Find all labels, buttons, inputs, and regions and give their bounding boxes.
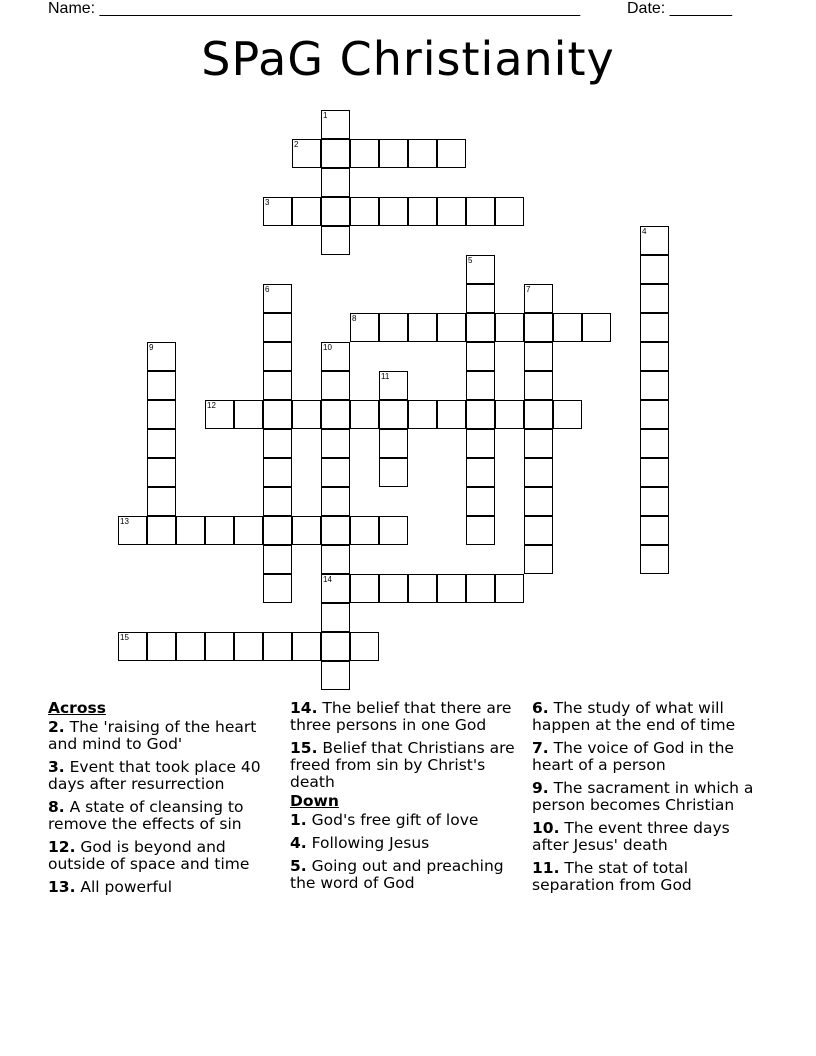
crossword-cell[interactable]: [205, 516, 234, 545]
crossword-cell[interactable]: [466, 284, 495, 313]
page-title: SPaG Christianity: [201, 32, 615, 86]
cell-number: 5: [468, 256, 473, 265]
cell-number: 8: [352, 314, 357, 323]
clue-number: 5.: [290, 857, 307, 875]
clues-column-2: [290, 700, 522, 898]
crossword-cell[interactable]: [321, 226, 350, 255]
clue-number: 1.: [290, 811, 307, 829]
clue-number: 11.: [532, 859, 560, 877]
crossword-cell[interactable]: [176, 632, 205, 661]
clue-text: A state of cleansing to remove the effects of sin: [48, 798, 244, 833]
crossword-cell[interactable]: [147, 400, 176, 429]
clue-item: [48, 879, 280, 896]
crossword-cell[interactable]: [640, 342, 669, 371]
crossword-cell[interactable]: [292, 197, 321, 226]
cell-number: 15: [120, 633, 129, 642]
crossword-cell[interactable]: [263, 429, 292, 458]
cell-number: 4: [642, 227, 647, 236]
crossword-cell[interactable]: [350, 574, 379, 603]
clue-number: 4.: [290, 834, 307, 852]
crossword-cell[interactable]: [234, 632, 263, 661]
crossword-cell[interactable]: [147, 371, 176, 400]
crossword-cell[interactable]: [234, 516, 263, 545]
crossword-cell[interactable]: [379, 313, 408, 342]
crossword-cell[interactable]: [524, 342, 553, 371]
crossword-cell[interactable]: [321, 603, 350, 632]
clue-number: 13.: [48, 878, 76, 896]
crossword-cell[interactable]: [466, 371, 495, 400]
crossword-cell[interactable]: [263, 342, 292, 371]
crossword-cell[interactable]: [495, 574, 524, 603]
crossword-cell[interactable]: [263, 284, 292, 313]
crossword-cell[interactable]: [408, 139, 437, 168]
clue-item: [532, 820, 764, 854]
clue-text: God's free gift of love: [306, 811, 479, 829]
clue-text: The event three days after Jesus' death: [532, 819, 730, 854]
crossword-cell[interactable]: [321, 429, 350, 458]
cell-number: 14: [323, 575, 332, 584]
crossword-cell[interactable]: [379, 574, 408, 603]
cell-number: 3: [265, 198, 270, 207]
crossword-cell[interactable]: [524, 545, 553, 574]
crossword-cell[interactable]: [640, 255, 669, 284]
clue-text: The stat of total separation from God: [532, 859, 692, 894]
crossword-cell[interactable]: [379, 197, 408, 226]
crossword-cell[interactable]: [495, 197, 524, 226]
crossword-cell[interactable]: [640, 487, 669, 516]
cell-number: 13: [120, 517, 129, 526]
clue-number: 2.: [48, 718, 65, 736]
clue-text: The sacrament in which a person becomes Christian: [532, 779, 754, 814]
crossword-cell[interactable]: [379, 371, 408, 400]
crossword-cell[interactable]: [263, 632, 292, 661]
clue-number: 12.: [48, 838, 76, 856]
crossword-cell[interactable]: [321, 516, 350, 545]
clue-text: Going out and preaching the word of God: [290, 857, 504, 892]
clue-item: [290, 835, 522, 852]
clue-number: 15.: [290, 739, 318, 757]
clues-column-3: [532, 700, 764, 900]
date-field[interactable]: Date: _______: [627, 0, 732, 17]
crossword-cell[interactable]: [263, 313, 292, 342]
name-field[interactable]: Name: ______________________________________________________: [48, 0, 581, 17]
crossword-cell[interactable]: [292, 139, 321, 168]
clue-item: [532, 700, 764, 734]
clue-text: God is beyond and outside of space and time: [48, 838, 250, 873]
crossword-cell[interactable]: [466, 458, 495, 487]
crossword-cell[interactable]: [437, 574, 466, 603]
crossword-cell[interactable]: [379, 400, 408, 429]
clue-number: 7.: [532, 739, 549, 757]
cell-number: 6: [265, 285, 270, 294]
crossword-cell[interactable]: [524, 458, 553, 487]
crossword-cell[interactable]: [263, 197, 292, 226]
crossword-cell[interactable]: [263, 487, 292, 516]
crossword-cell[interactable]: [524, 371, 553, 400]
crossword-cell[interactable]: [321, 632, 350, 661]
crossword-cell[interactable]: [350, 313, 379, 342]
crossword-cell[interactable]: [147, 487, 176, 516]
clue-number: 8.: [48, 798, 65, 816]
crossword-cell[interactable]: [524, 487, 553, 516]
crossword-cell[interactable]: [321, 168, 350, 197]
crossword-cell[interactable]: [640, 429, 669, 458]
crossword-cell[interactable]: [234, 400, 263, 429]
clue-number: 3.: [48, 758, 65, 776]
crossword-cell[interactable]: [147, 429, 176, 458]
crossword-cell[interactable]: [466, 574, 495, 603]
crossword-cell[interactable]: [350, 516, 379, 545]
clue-item: [290, 700, 522, 734]
crossword-cell[interactable]: [524, 429, 553, 458]
crossword-cell[interactable]: [408, 197, 437, 226]
crossword-cell[interactable]: [263, 458, 292, 487]
cell-number: 9: [149, 343, 154, 352]
crossword-cell[interactable]: [640, 458, 669, 487]
clue-text: Following Jesus: [306, 834, 430, 852]
crossword-cell[interactable]: [321, 661, 350, 690]
crossword-cell[interactable]: [524, 400, 553, 429]
clue-item: [290, 740, 522, 791]
crossword-cell[interactable]: [640, 400, 669, 429]
crossword-cell[interactable]: [466, 487, 495, 516]
crossword-cell[interactable]: [408, 574, 437, 603]
clue-text: Event that took place 40 days after resurrection: [48, 758, 261, 793]
crossword-cell[interactable]: [205, 400, 234, 429]
across-heading: Across: [48, 699, 106, 717]
clue-item: [532, 780, 764, 814]
crossword-cell[interactable]: [321, 487, 350, 516]
clue-text: The 'raising of the heart and mind to God': [48, 718, 257, 753]
crossword-cell[interactable]: [640, 516, 669, 545]
crossword-cell[interactable]: [350, 632, 379, 661]
crossword-cell[interactable]: [292, 632, 321, 661]
crossword-cell[interactable]: [640, 545, 669, 574]
clue-item: [290, 858, 522, 892]
clue-text: All powerful: [75, 878, 173, 896]
crossword-cell[interactable]: [524, 284, 553, 313]
crossword-cell[interactable]: [321, 458, 350, 487]
crossword-cell[interactable]: [466, 313, 495, 342]
crossword-cell[interactable]: [379, 458, 408, 487]
crossword-cell[interactable]: [147, 516, 176, 545]
clue-item: [532, 860, 764, 894]
cell-number: 1: [323, 111, 328, 120]
crossword-cell[interactable]: [379, 139, 408, 168]
crossword-cell[interactable]: [321, 371, 350, 400]
crossword-cell[interactable]: [321, 342, 350, 371]
crossword-cell[interactable]: [263, 400, 292, 429]
crossword-cell[interactable]: [321, 139, 350, 168]
down-heading: Down: [290, 792, 339, 810]
clue-number: 9.: [532, 779, 549, 797]
crossword-cell[interactable]: [524, 516, 553, 545]
crossword-cell[interactable]: [466, 429, 495, 458]
crossword-cell[interactable]: [321, 110, 350, 139]
crossword-cell[interactable]: [553, 313, 582, 342]
crossword-cell[interactable]: [379, 516, 408, 545]
clues-column-1: [48, 700, 280, 902]
crossword-cell[interactable]: [350, 197, 379, 226]
crossword-cell[interactable]: [147, 458, 176, 487]
crossword-cell[interactable]: [408, 400, 437, 429]
crossword-cell[interactable]: [640, 226, 669, 255]
crossword-cell[interactable]: [437, 400, 466, 429]
crossword-cell[interactable]: [292, 516, 321, 545]
crossword-cell[interactable]: [263, 545, 292, 574]
crossword-cell[interactable]: [582, 313, 611, 342]
crossword-cell[interactable]: [408, 313, 437, 342]
crossword-cell[interactable]: [640, 371, 669, 400]
cell-number: 7: [526, 285, 531, 294]
clue-item: [532, 740, 764, 774]
crossword-cell[interactable]: [437, 313, 466, 342]
crossword-cell[interactable]: [350, 139, 379, 168]
crossword-cell[interactable]: [553, 400, 582, 429]
crossword-cell[interactable]: [437, 139, 466, 168]
crossword-cell[interactable]: [321, 400, 350, 429]
crossword-cell[interactable]: [321, 574, 350, 603]
crossword-cell[interactable]: [321, 197, 350, 226]
clue-item: [48, 799, 280, 833]
crossword-cell[interactable]: [205, 632, 234, 661]
crossword-cell[interactable]: [263, 371, 292, 400]
crossword-cell[interactable]: [147, 342, 176, 371]
crossword-cell[interactable]: [263, 516, 292, 545]
crossword-cell[interactable]: [466, 197, 495, 226]
clue-item: [48, 719, 280, 753]
crossword-cell[interactable]: [466, 400, 495, 429]
clue-number: 10.: [532, 819, 560, 837]
crossword-cell[interactable]: [466, 255, 495, 284]
cell-number: 12: [207, 401, 216, 410]
crossword-cell[interactable]: [379, 429, 408, 458]
clue-item: [48, 839, 280, 873]
crossword-cell[interactable]: [437, 197, 466, 226]
crossword-cell[interactable]: [176, 516, 205, 545]
clue-text: The voice of God in the heart of a person: [532, 739, 734, 774]
crossword-cell[interactable]: [640, 313, 669, 342]
crossword-cell[interactable]: [350, 400, 379, 429]
clue-item: [290, 812, 522, 829]
cell-number: 2: [294, 140, 299, 149]
crossword-cell[interactable]: [495, 400, 524, 429]
cell-number: 11: [381, 372, 390, 381]
crossword-cell[interactable]: [118, 516, 147, 545]
crossword-cell[interactable]: [263, 574, 292, 603]
clue-text: The study of what will happen at the end of time: [532, 699, 736, 734]
clue-text: Belief that Christians are freed from sin by Christ's death: [290, 739, 515, 791]
clue-item: [48, 759, 280, 793]
crossword-cell[interactable]: [466, 342, 495, 371]
crossword-cell[interactable]: [640, 284, 669, 313]
crossword-cell[interactable]: [118, 632, 147, 661]
crossword-cell[interactable]: [292, 400, 321, 429]
crossword-cell[interactable]: [321, 545, 350, 574]
crossword-cell[interactable]: [524, 313, 553, 342]
crossword-cell[interactable]: [147, 632, 176, 661]
crossword-cell[interactable]: [466, 516, 495, 545]
crossword-cell[interactable]: [495, 313, 524, 342]
clue-number: 14.: [290, 699, 318, 717]
clue-text: The belief that there are three persons in one God: [290, 699, 512, 734]
clue-number: 6.: [532, 699, 549, 717]
cell-number: 10: [323, 343, 332, 352]
